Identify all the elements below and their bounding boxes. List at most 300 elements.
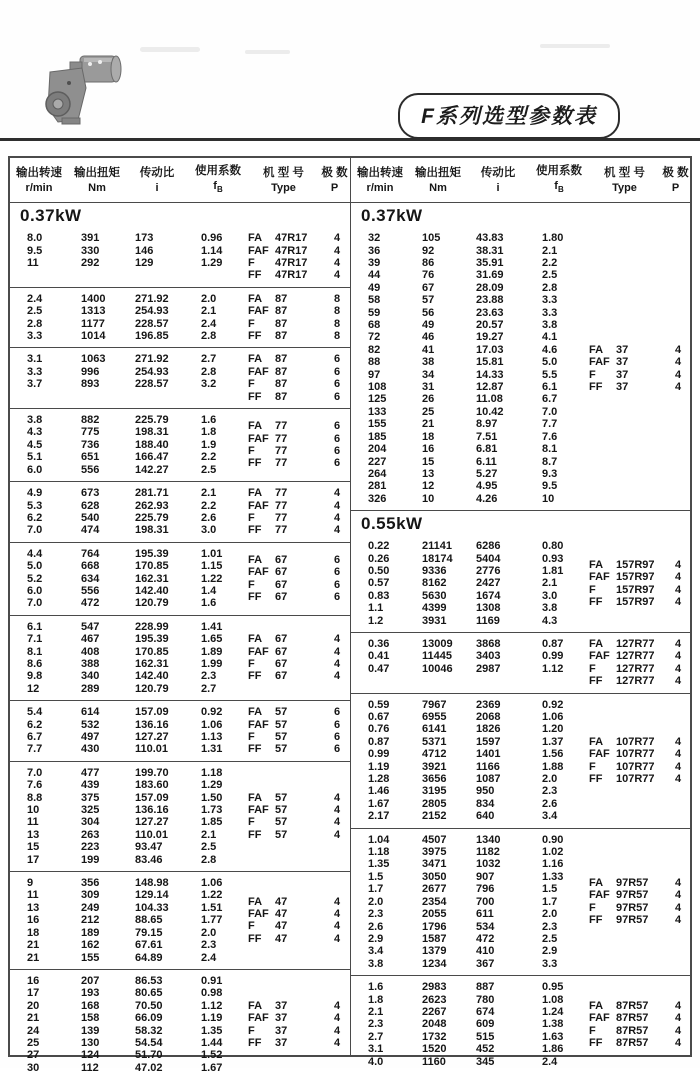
type-model: 57 (275, 743, 288, 756)
pole-count: 6 (333, 445, 341, 458)
type-prefix: FAF (248, 244, 269, 257)
type-line (589, 344, 691, 356)
type-prefix: FAF (589, 748, 610, 761)
param-block (10, 348, 350, 408)
type-line (248, 804, 350, 816)
cell: 764 (81, 547, 100, 560)
table-row (351, 958, 589, 970)
cell: 1234 (422, 957, 447, 970)
cell: 1.6 (201, 597, 217, 610)
cell: 10046 (422, 662, 453, 675)
column-header-unit: i (155, 182, 159, 195)
cell: 1087 (476, 773, 501, 786)
table-row (351, 344, 589, 356)
table-row (10, 889, 248, 901)
cell: 5.27 (476, 467, 498, 480)
cell: 6141 (422, 723, 447, 736)
type-prefix: FF (589, 773, 603, 786)
column-header-unit: $f_B$ (213, 180, 223, 195)
cell: 1.18 (368, 846, 390, 859)
type-line (248, 1012, 350, 1024)
cell: 674 (476, 1005, 495, 1018)
cell: 5371 (422, 735, 447, 748)
type-model: 87 (275, 317, 288, 330)
pole-count: 4 (333, 269, 341, 282)
table-row (10, 816, 248, 828)
type-line (248, 792, 350, 804)
table-row (351, 994, 589, 1006)
table-row (351, 981, 589, 993)
cell: 2.7 (201, 353, 217, 366)
table-row (351, 650, 589, 662)
type-model: 87R57 (616, 1012, 649, 1025)
pole-count: 6 (333, 578, 341, 591)
cell: 35.91 (476, 257, 504, 269)
type-model: 157R97 (616, 571, 655, 584)
cell: 2427 (476, 577, 501, 590)
type-line (248, 829, 350, 841)
cell: 6.2 (27, 511, 43, 524)
type-list (248, 353, 350, 403)
cell: 5630 (422, 589, 447, 602)
type-prefix: FF (248, 330, 262, 343)
cell: 166.47 (135, 451, 169, 464)
type-model: 67 (275, 645, 288, 658)
cell: 9.5 (27, 244, 43, 257)
table-row (351, 356, 589, 368)
table-row (10, 779, 248, 791)
cell: 2267 (422, 1005, 447, 1018)
type-model: 157R97 (616, 558, 655, 571)
header-divider-rule (0, 138, 700, 141)
cell: 1.67 (201, 1061, 223, 1074)
cell: 4.26 (476, 492, 498, 505)
pole-count: 6 (333, 591, 341, 604)
type-line (589, 1000, 691, 1012)
cell: 0.92 (201, 706, 223, 719)
cell: 2.2 (542, 257, 558, 269)
type-prefix: F (248, 257, 255, 269)
cell: 3.8 (542, 602, 558, 615)
cell: 23.88 (476, 294, 504, 307)
cell: 0.83 (368, 589, 390, 602)
type-line (589, 761, 691, 773)
table-row (351, 443, 589, 455)
table-row (351, 663, 589, 675)
cell: 188.40 (135, 438, 169, 451)
cell: 1014 (81, 330, 106, 343)
type-model: 157R97 (616, 583, 655, 596)
type-prefix: FA (589, 343, 604, 356)
cell: 472 (81, 597, 100, 610)
cell: 1.99 (201, 657, 223, 670)
cell: 289 (81, 682, 100, 695)
scan-smudge (245, 50, 290, 54)
cell: 5.0 (27, 560, 43, 573)
page-title (398, 93, 620, 139)
type-prefix: FF (248, 743, 262, 756)
cell: 185 (368, 430, 387, 443)
cell: 10.42 (476, 405, 504, 418)
cell: 4.3 (542, 614, 558, 627)
column-header (126, 164, 188, 197)
type-model: 47 (275, 932, 288, 945)
cell: 1.7 (368, 883, 384, 896)
cell: 18 (422, 430, 435, 443)
table-row (351, 565, 589, 577)
type-prefix: FAF (589, 650, 610, 663)
cell: 4.5 (27, 438, 43, 451)
type-line (589, 902, 691, 914)
table-row (10, 914, 248, 926)
cell: 556 (81, 584, 100, 597)
type-prefix: FAF (589, 571, 610, 584)
type-line (248, 658, 350, 670)
table-right-half (351, 158, 691, 1068)
cell: 4712 (422, 748, 447, 761)
type-line (589, 675, 691, 687)
pole-count: 4 (333, 816, 341, 829)
type-prefix: FF (248, 457, 262, 470)
cell: 515 (476, 1030, 495, 1043)
type-line (248, 731, 350, 743)
cell: 3921 (422, 760, 447, 773)
param-block (351, 829, 691, 975)
type-model: 87R57 (616, 999, 649, 1012)
type-line (589, 736, 691, 748)
cell: 356 (81, 877, 100, 890)
cell: 1.22 (201, 889, 223, 902)
table-row (10, 646, 248, 658)
column-header-label: 输出转速 (16, 167, 62, 180)
table-row (10, 706, 248, 718)
cell: 8.7 (542, 455, 558, 468)
type-prefix: FA (589, 735, 604, 748)
cell: 7.6 (542, 430, 558, 443)
cell: 2.9 (542, 945, 558, 958)
table-row (10, 841, 248, 853)
cell: 1308 (476, 602, 501, 615)
type-prefix: FAF (248, 645, 269, 658)
type-line (589, 638, 691, 650)
table-row (10, 293, 248, 305)
cell: 148.98 (135, 877, 169, 890)
type-list (589, 540, 691, 627)
cell: 882 (81, 414, 100, 427)
type-prefix: FA (248, 553, 263, 566)
type-model: 67 (275, 591, 288, 604)
cell: 3.2 (201, 378, 217, 391)
cell: 16 (422, 443, 435, 456)
pole-count: 6 (333, 378, 341, 391)
cell: 477 (81, 766, 100, 779)
cell: 228.57 (135, 378, 169, 391)
cell: 0.76 (368, 723, 390, 736)
pole-count: 4 (674, 368, 682, 381)
cell: 0.59 (368, 698, 390, 711)
cell: 6.7 (27, 731, 43, 743)
cell: 43.83 (476, 232, 504, 245)
type-model: 77 (275, 524, 288, 537)
cell: 4507 (422, 833, 447, 846)
cell: 17.03 (476, 343, 504, 356)
cell: 1313 (81, 305, 106, 318)
table-row (10, 353, 248, 365)
type-line (248, 232, 350, 244)
pole-count: 4 (674, 583, 682, 596)
table-row (10, 597, 248, 609)
cell: 67 (422, 281, 435, 294)
type-prefix: FF (248, 828, 262, 841)
numeric-rows (10, 548, 248, 610)
numeric-rows (10, 232, 248, 282)
cell: 330 (81, 244, 100, 257)
cell: 3.8 (542, 319, 558, 332)
cell: 127.27 (135, 731, 169, 743)
table-row (10, 245, 248, 257)
table-row (10, 305, 248, 317)
cell: 120.79 (135, 597, 169, 610)
column-header (467, 164, 529, 197)
cell: 2.3 (201, 670, 217, 683)
cell: 1.77 (201, 914, 223, 927)
cell: 0.80 (542, 540, 564, 553)
cell: 9336 (422, 564, 447, 577)
cell: 6.0 (27, 463, 43, 476)
pole-count: 4 (333, 487, 341, 500)
type-line (589, 663, 691, 675)
cell: 15.81 (476, 356, 504, 369)
param-block (10, 288, 350, 348)
pole-count: 6 (333, 718, 341, 731)
type-model: 97R57 (616, 914, 649, 927)
cell: 1063 (81, 353, 106, 366)
type-prefix: F (248, 445, 255, 458)
type-prefix: FAF (248, 566, 269, 579)
cell: 1.81 (542, 564, 564, 577)
type-prefix: FF (589, 675, 603, 688)
type-line (589, 1012, 691, 1024)
cell: 1732 (422, 1030, 447, 1043)
table-row (351, 1043, 589, 1055)
numeric-rows (10, 975, 248, 1074)
pole-count: 8 (333, 317, 341, 330)
cell: 9.3 (542, 467, 558, 480)
type-model: 67 (275, 657, 288, 670)
table-row (351, 736, 589, 748)
type-model: 57 (275, 828, 288, 841)
cell: 281.71 (135, 487, 169, 500)
type-line (248, 579, 350, 591)
cell: 0.41 (368, 650, 390, 663)
numeric-rows (10, 877, 248, 964)
cell: 4.3 (27, 426, 43, 439)
type-model: 77 (275, 420, 288, 433)
table-row (351, 369, 589, 381)
cell: 700 (476, 895, 495, 908)
table-row (351, 319, 589, 331)
cell: 1.89 (201, 645, 223, 658)
cell: 6.81 (476, 443, 498, 456)
table-row (351, 602, 589, 614)
type-line (589, 381, 691, 393)
cell: 3.3 (542, 294, 558, 307)
type-prefix: FA (248, 292, 263, 305)
table-row (10, 1062, 248, 1074)
cell: 59 (368, 306, 381, 319)
cell: 1.12 (201, 999, 223, 1012)
cell: 25 (422, 405, 435, 418)
type-line (589, 773, 691, 785)
cell: 38.31 (476, 244, 504, 257)
pole-count: 6 (333, 553, 341, 566)
table-row (351, 748, 589, 760)
cell: 8.97 (476, 418, 498, 431)
pole-count: 4 (333, 828, 341, 841)
column-header-label: 输出扭矩 (415, 167, 461, 180)
pole-count: 4 (674, 381, 682, 394)
type-line (248, 719, 350, 731)
type-line (248, 420, 350, 432)
cell: 430 (81, 743, 100, 756)
type-list (248, 293, 350, 343)
cell: 6.2 (27, 718, 43, 731)
cell: 36 (368, 244, 381, 257)
cell: 1.31 (201, 743, 223, 756)
column-header-unit: r/min (366, 182, 394, 195)
type-prefix: FF (248, 269, 262, 282)
cell: 1.2 (368, 614, 384, 627)
type-list (248, 706, 350, 756)
power-section-label: 0.37kW (361, 206, 423, 226)
table-row (351, 553, 589, 565)
cell: 0.57 (368, 577, 390, 590)
type-list (589, 699, 691, 823)
column-header (351, 164, 409, 197)
pole-count: 4 (674, 662, 682, 675)
type-prefix: FF (248, 390, 262, 403)
pole-count: 8 (333, 305, 341, 318)
cell: 292 (81, 257, 100, 269)
cell: 183.60 (135, 779, 169, 792)
cell: 2.8 (201, 365, 217, 378)
cell: 162.31 (135, 572, 169, 585)
cell: 105 (422, 232, 441, 245)
param-block (10, 227, 350, 287)
type-prefix: FA (589, 999, 604, 1012)
column-header-unit: r/min (25, 182, 53, 195)
type-line (589, 571, 691, 583)
cell: 1.50 (201, 791, 223, 804)
cell: 157.09 (135, 791, 169, 804)
type-line (248, 524, 350, 536)
type-prefix: F (248, 317, 255, 330)
cell: 97 (368, 368, 381, 381)
cell: 2.3 (201, 939, 217, 952)
type-list (589, 981, 691, 1068)
type-model: 127R77 (616, 637, 655, 650)
pole-count: 4 (333, 804, 341, 817)
table-row (10, 439, 248, 451)
cell: 168 (81, 999, 100, 1012)
cell: 3.4 (368, 945, 384, 958)
cell: 326 (368, 492, 387, 505)
type-model: 47 (275, 908, 288, 921)
pole-count: 4 (333, 1012, 341, 1025)
cell: 108 (368, 381, 387, 394)
numeric-rows (10, 706, 248, 756)
type-model: 37 (275, 1036, 288, 1049)
cell: 3.3 (542, 957, 558, 970)
type-line (248, 378, 350, 390)
pole-count: 4 (674, 558, 682, 571)
cell: 1.02 (542, 846, 564, 859)
table-row (351, 846, 589, 858)
type-model: 47R17 (275, 232, 308, 245)
cell: 3.1 (27, 353, 43, 366)
cell: 8.1 (542, 443, 558, 456)
type-prefix: FAF (589, 1012, 610, 1025)
cell: 3.4 (542, 810, 558, 823)
pole-count: 4 (674, 343, 682, 356)
cell: 1.14 (201, 244, 223, 257)
type-list (248, 414, 350, 476)
table-row (351, 590, 589, 602)
cell: 1.20 (542, 723, 564, 736)
cell: 11445 (422, 650, 452, 663)
cell: 4399 (422, 602, 447, 615)
cell: 1.7 (542, 895, 558, 908)
table-row (10, 719, 248, 731)
cell: 0.98 (201, 987, 223, 1000)
table-row (10, 232, 248, 244)
table-row (10, 500, 248, 512)
cell: 1.9 (201, 438, 217, 451)
cell: 70.50 (135, 999, 163, 1012)
table-row (351, 883, 589, 895)
table-row (351, 945, 589, 957)
pole-count: 4 (333, 908, 341, 921)
type-prefix: FF (589, 914, 603, 927)
cell: 2048 (422, 1018, 447, 1031)
type-line (248, 1025, 350, 1037)
cell: 72 (368, 331, 381, 344)
type-prefix: FF (589, 1036, 603, 1049)
cell: 668 (81, 560, 100, 573)
cell: 4.0 (368, 1055, 384, 1068)
table-row (351, 245, 589, 257)
cell: 1.1 (368, 602, 384, 615)
cell: 2776 (476, 564, 501, 577)
cell: 9.8 (27, 670, 43, 683)
pole-count: 4 (333, 1036, 341, 1049)
cell: 1.24 (542, 1005, 564, 1018)
cell: 2369 (476, 698, 501, 711)
pole-count: 4 (333, 232, 341, 245)
type-model: 157R97 (616, 595, 655, 608)
cell: 57 (422, 294, 435, 307)
table-row (351, 257, 589, 269)
cell: 127.27 (135, 816, 169, 829)
cell: 130 (81, 1036, 100, 1049)
cell: 3656 (422, 773, 447, 786)
pole-count: 4 (674, 356, 682, 369)
cell: 796 (476, 883, 495, 896)
cell: 1.5 (542, 883, 558, 896)
cell: 212 (81, 914, 100, 927)
pole-count: 4 (333, 920, 341, 933)
type-model: 37 (275, 1024, 288, 1037)
